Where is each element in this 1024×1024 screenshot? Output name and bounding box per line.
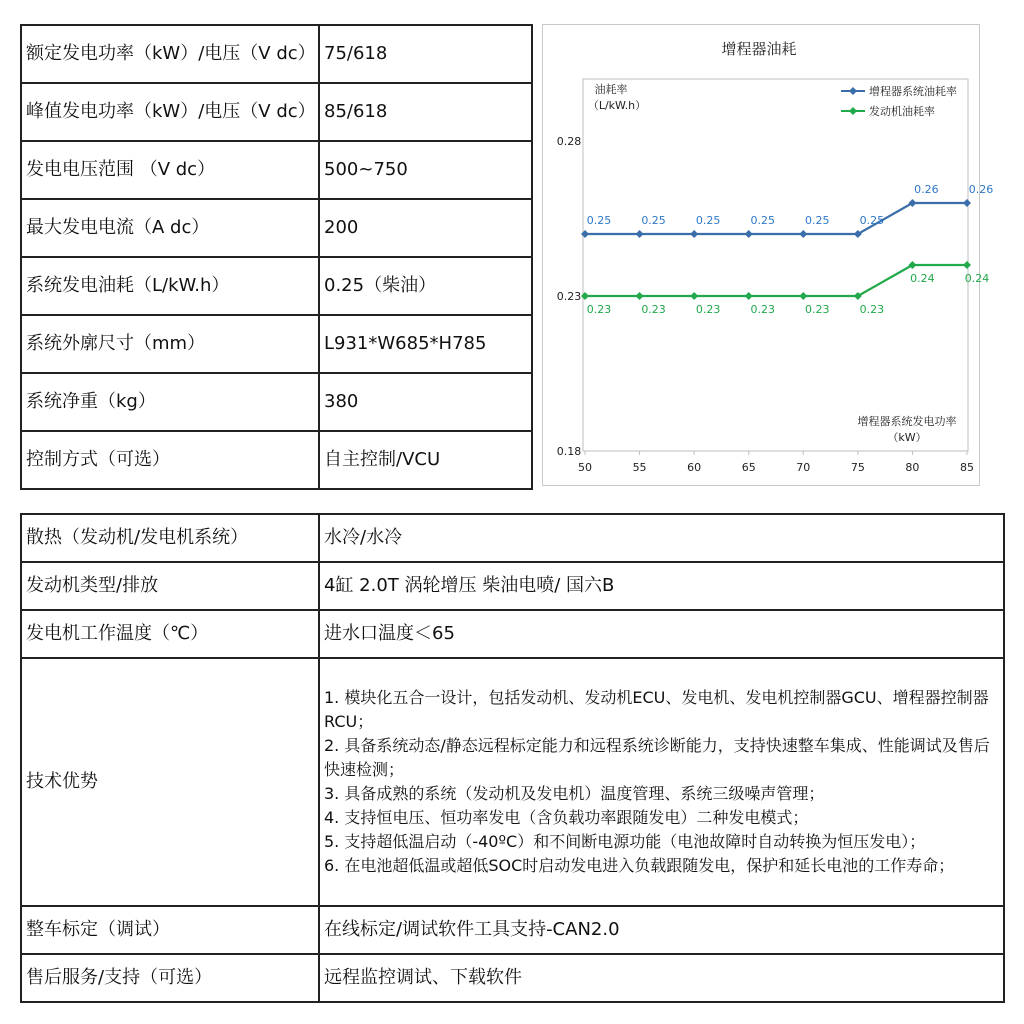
spec-label: 系统净重（kg） xyxy=(21,373,319,431)
series-2-point xyxy=(799,292,807,300)
series-2-point xyxy=(636,292,644,300)
spec-label: 控制方式（可选） xyxy=(21,431,319,489)
spec-row-advantages xyxy=(21,658,1004,906)
spec-value: 自主控制/VCU xyxy=(319,431,532,489)
series-layer xyxy=(581,183,993,316)
spec-value: 0.25（柴油） xyxy=(319,257,532,315)
series-2-point xyxy=(745,292,753,300)
advantage-item: 1. 模块化五合一设计，包括发动机、发动机ECU、发电机、发电机控制器GCU、增程器控制器RCU； xyxy=(324,688,989,731)
spec-value: 75/618 xyxy=(319,25,532,83)
spec-row-service xyxy=(21,954,1004,1002)
series-1-data-label: 0.25 xyxy=(859,214,885,227)
spec-value: 在线标定/调试软件工具支持-CAN2.0 xyxy=(319,906,1004,954)
spec-value: 85/618 xyxy=(319,83,532,141)
spec-label: 系统外廓尺寸（mm） xyxy=(21,315,319,373)
y-axis-unit: （L/kW.h） xyxy=(587,99,647,112)
spec-value: 500~750 xyxy=(319,141,532,199)
series-2-point xyxy=(690,292,698,300)
legend-label-series-2: 发动机油耗率 xyxy=(869,105,935,118)
series-2-data-label: 0.24 xyxy=(964,272,990,285)
series-1-data-label: 0.25 xyxy=(641,214,666,227)
y-axis-title: 油耗率 xyxy=(594,83,628,96)
spec-value: L931*W685*H785 xyxy=(319,315,532,373)
x-tick-label: 85 xyxy=(960,461,974,474)
series-1-data-label: 0.26 xyxy=(968,183,994,196)
spec-label: 售后服务/支持（可选） xyxy=(21,954,319,1002)
legend-marker-series-2 xyxy=(849,107,857,115)
y-tick-label: 0.28 xyxy=(556,135,582,148)
chart-title: 增程器油耗 xyxy=(721,40,797,58)
x-tick-label: 75 xyxy=(850,461,865,474)
series-2-data-label: 0.24 xyxy=(910,272,935,285)
series-1-point xyxy=(745,230,753,238)
series-1-point xyxy=(690,230,698,238)
spec-row-cooling xyxy=(21,514,1004,562)
series-1-data-label: 0.26 xyxy=(914,183,939,196)
spec-label: 发电电压范围 （V dc） xyxy=(21,141,319,199)
series-2-point xyxy=(963,261,971,269)
series-2-point xyxy=(581,292,589,300)
spec-label: 峰值发电功率（kW）/电压（V dc） xyxy=(21,83,319,141)
spec-value: 380 xyxy=(319,373,532,431)
spec-value: 200 xyxy=(319,199,532,257)
series-2-data-label: 0.23 xyxy=(695,303,721,316)
series-1-data-label: 0.25 xyxy=(586,214,612,227)
advantage-item: 6. 在电池超低温或超低SOC时启动发电进入负载跟随发电，保护和延长电池的工作寿命； xyxy=(324,856,955,875)
advantages-list xyxy=(319,658,1004,906)
y-tick-label: 0.23 xyxy=(556,290,582,303)
advantage-item: 3. 具备成熟的系统（发动机及发电机）温度管理、系统三级噪声管理； xyxy=(324,784,825,803)
spec-value: 进水口温度＜65 xyxy=(319,610,1004,658)
series-2-data-label: 0.23 xyxy=(805,303,830,316)
spec-label: 散热（发动机/发电机系统） xyxy=(21,514,319,562)
x-axis-title: 增程器系统发电功率 xyxy=(857,415,957,428)
series-1-point xyxy=(581,230,589,238)
legend-label-series-1: 增程器系统油耗率 xyxy=(869,85,957,98)
spec-label: 技术优势 xyxy=(21,658,319,906)
series-2-data-label: 0.23 xyxy=(641,303,666,316)
spec-row xyxy=(21,141,532,199)
x-tick-label: 60 xyxy=(687,461,702,474)
y-tick-label: 0.18 xyxy=(556,445,582,458)
spec-row xyxy=(21,25,532,83)
series-1-point xyxy=(799,230,807,238)
spec-row xyxy=(21,83,532,141)
spec-row xyxy=(21,431,532,489)
series-1-data-label: 0.25 xyxy=(750,214,775,227)
spec-label: 发电机工作温度（℃） xyxy=(21,610,319,658)
spec-label: 最大发电电流（A dc） xyxy=(21,199,319,257)
spec-row xyxy=(21,199,532,257)
spec-table-bottom xyxy=(20,513,1005,1003)
x-tick-label: 65 xyxy=(741,461,756,474)
x-tick-label: 70 xyxy=(796,461,811,474)
fuel-consumption-chart xyxy=(542,24,994,486)
series-2-data-label: 0.23 xyxy=(750,303,775,316)
series-1-point xyxy=(636,230,644,238)
legend-marker-series-1 xyxy=(849,87,857,95)
advantage-item: 5. 支持超低温启动（-40ºC）和不间断电源功能（电池故障时自动转换为恒压发电）； xyxy=(324,832,926,851)
spec-row-calibration xyxy=(21,906,1004,954)
spec-table-top xyxy=(20,24,533,490)
series-1-point xyxy=(963,199,971,207)
series-2-data-label: 0.23 xyxy=(586,303,612,316)
series-1-data-label: 0.25 xyxy=(805,214,830,227)
spec-value: 远程监控调试、下载软件 xyxy=(319,954,1004,1002)
spec-row xyxy=(21,257,532,315)
spec-row xyxy=(21,373,532,431)
spec-label: 额定发电功率（kW）/电压（V dc） xyxy=(21,25,319,83)
chart-svg xyxy=(543,25,994,487)
chart-legend xyxy=(841,84,957,118)
spec-row xyxy=(21,315,532,373)
x-tick-label: 80 xyxy=(905,461,920,474)
advantage-item: 2. 具备系统动态/静态远程标定能力和远程系统诊断能力，支持快速整车集成、性能调试及售后快速检测； xyxy=(324,736,990,779)
spec-label: 系统发电油耗（L/kW.h） xyxy=(21,257,319,315)
x-tick-label: 50 xyxy=(578,461,592,474)
spec-label: 整车标定（调试） xyxy=(21,906,319,954)
advantage-item: 4. 支持恒电压、恒功率发电（含负载功率跟随发电）二种发电模式； xyxy=(324,808,809,827)
spec-row-engine xyxy=(21,562,1004,610)
x-axis-unit: （kW） xyxy=(887,431,927,444)
series-1-data-label: 0.25 xyxy=(695,214,721,227)
x-tick-label: 55 xyxy=(632,461,647,474)
spec-value: 4缸 2.0T 涡轮增压 柴油电喷/ 国六B xyxy=(319,562,1004,610)
series-2-data-label: 0.23 xyxy=(859,303,885,316)
spec-label: 发动机类型/排放 xyxy=(21,562,319,610)
spec-value: 水冷/水冷 xyxy=(319,514,1004,562)
spec-row-temperature xyxy=(21,610,1004,658)
